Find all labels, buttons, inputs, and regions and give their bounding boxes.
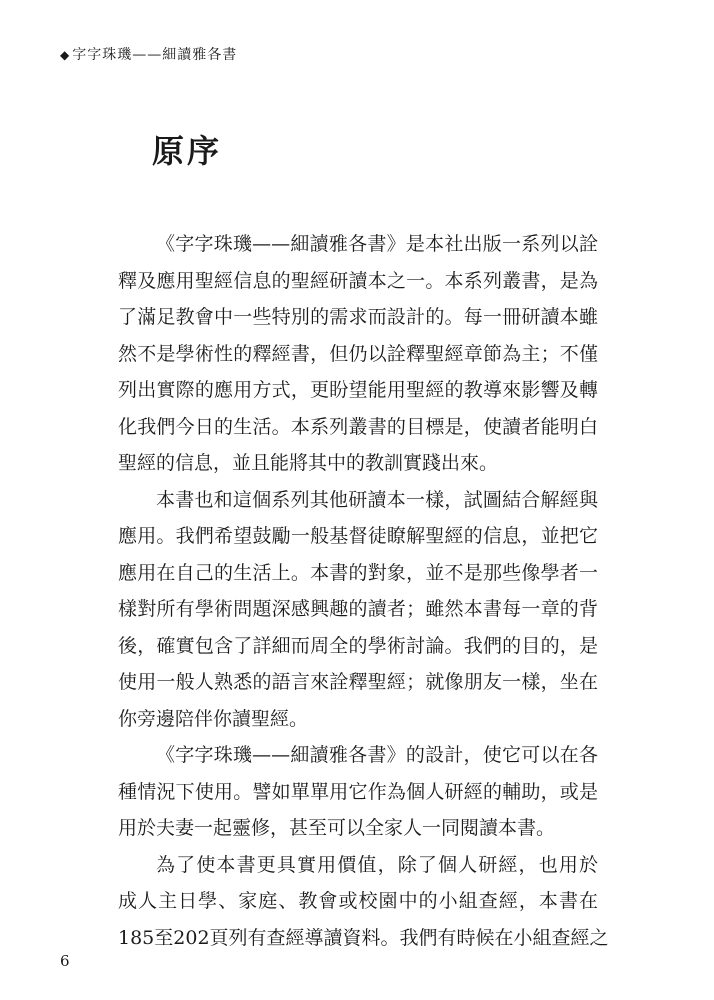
text-line: 然不是學術性的釋經書，但仍以詮釋聖經章節為主；不僅	[118, 342, 598, 365]
text-line: 使用一般人熟悉的語言來詮釋聖經；就像朋友一樣，坐在	[118, 671, 598, 693]
running-head-text: 字字珠璣——細讀雅各書	[72, 47, 238, 63]
text-line: 本書也和這個系列其他研讀本一樣，試圖結合解經與	[156, 488, 598, 511]
diamond-icon: ◆	[60, 48, 71, 62]
chapter-title: 原序	[152, 132, 223, 170]
text-line: 應用在自己的生活上。本書的對象，並不是那些像學者一	[118, 561, 598, 584]
text-line: 樣對所有學術問題深感興趣的讀者；雖然本書每一章的背	[118, 598, 598, 620]
text-line: 185至202頁列有查經導讀資料。我們有時候在小組查經之	[118, 926, 609, 949]
text-line: 種情況下使用。譬如單單用它作為個人研經的輔助，或是	[118, 780, 598, 803]
text-line: 《字字珠璣——細讀雅各書》是本社出版一系列以詮	[156, 233, 598, 255]
text-line: 列出實際的應用方式，更盼望能用聖經的教導來影響及轉	[118, 379, 598, 401]
text-line: 聖經的信息，並且能將其中的教訓實踐出來。	[118, 452, 499, 474]
text-line: 你旁邊陪伴你讀聖經。	[118, 707, 309, 730]
text-line: 成人主日學、家庭、教會或校園中的小組查經，本書在	[118, 890, 598, 912]
text-line: 釋及應用聖經信息的聖經研讀本之一。本系列叢書，是為	[118, 269, 598, 292]
text-line: 了滿足教會中一些特別的需求而設計的。每一冊研讀本雖	[118, 306, 598, 328]
text-line: 用於夫妻一起靈修，甚至可以全家人一同閱讀本書。	[118, 817, 556, 839]
page-number: 6	[60, 952, 70, 970]
running-head	[60, 44, 237, 64]
text-line: 為了使本書更具實用價值，除了個人研經，也用於	[156, 853, 598, 876]
body-text	[118, 226, 609, 956]
text-line: 後，確實包含了詳細而周全的學術討論。我們的目的，是	[118, 634, 598, 657]
text-line: 應用。我們希望鼓勵一般基督徒瞭解聖經的信息，並把它	[118, 525, 598, 547]
text-line: 化我們今日的生活。本系列叢書的目標是，使讀者能明白	[118, 415, 598, 438]
text-line: 《字字珠璣——細讀雅各書》的設計，使它可以在各	[156, 744, 598, 766]
